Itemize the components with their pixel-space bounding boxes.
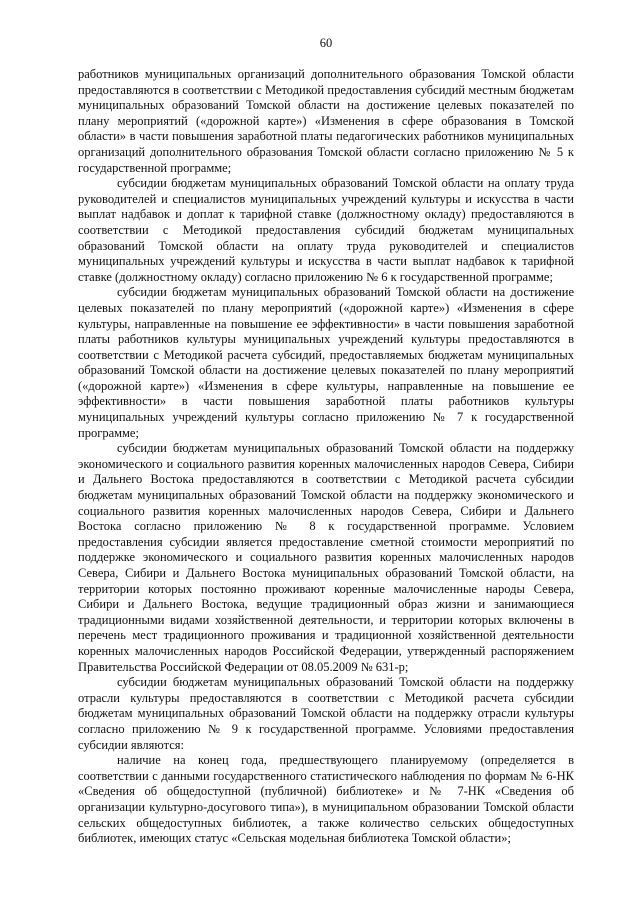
paragraph: субсидии бюджетам муниципальных образований Томской области на поддержку отрасли культуры предоставляются в соответствии с Методикой расчета субсидии бюджетам муниципальных образований Томской области на поддержку отрасли культуры согласно приложению № 9 к государственной программе. Условиями предоставления субсидии являются: (78, 675, 574, 752)
paragraph: субсидии бюджетам муниципальных образований Томской области на достижение целевых показателей по плану мероприятий («дорожной карте») «Изменения в сфере культуры, направленные на повышение ее эффективности» в части повышения заработной платы работников культуры муниципальных учреждений культуры предоставляются в соответствии с Методикой расчета субсидий, предоставляемых бюджетам муниципальных образований Томской области на достижение целевых показателей по плану мероприятий («дорожной карте») «Изменения в сфере культуры, направленные на повышение ее эффективности» в части повышения заработной платы работников культуры муниципальных учреждений культуры согласно приложению № 7 к государственной программе; (78, 285, 574, 440)
paragraph: субсидии бюджетам муниципальных образований Томской области на поддержку экономического и социального развития коренных малочисленных народов Севера, Сибири и Дальнего Востока предоставляются в соответствии с Методикой расчета субсидии бюджетам муниципальных образований Томской области на поддержку экономического и социального развития коренных малочисленных народов Севера, Сибири и Дальнего Востока согласно приложению № 8 к государственной программе. Условием предоставления субсидии является предоставление сметной стоимости мероприятий по поддержке экономического и социального развития коренных малочисленных народов Севера, Сибири и Дальнего Востока муниципальных образований Томской области, на территории которых постоянно проживают коренные малочисленные народы Севера, Сибири и Дальнего Востока, ведущие традиционный образ жизни и занимающиеся традиционными видами хозяйственной деятельности, и территории которых включены в перечень мест традиционного проживания и традиционной хозяйственной деятельности коренных малочисленных народов Российской Федерации, утвержденный распоряжением Правительства Российской Федерации от 08.05.2009 № 631-р; (78, 441, 574, 674)
paragraph: наличие на конец года, предшествующего планируемому (определяется в соответствии с данными государственного статистического наблюдения по формам № 6-НК «Сведения об общедоступной (публичной) библиотеке» и № 7-НК «Сведения об организации культурно-досугового типа»), в муниципальном образовании Томской области сельских общедоступных библиотек, а также количество сельских общедоступных библиотек, имеющих статус «Сельская модельная библиотека Томской области»; (78, 753, 574, 846)
paragraph: субсидии бюджетам муниципальных образований Томской области на оплату труда руководителей и специалистов муниципальных учреждений культуры и искусства в части выплат надбавок и доплат к тарифной ставке (должностному окладу) предоставляются в соответствии с Методикой предоставления субсидий бюджетам муниципальных образований Томской области на оплату труда руководителей и специалистов муниципальных учреждений культуры и искусства в части выплат надбавок к тарифной ставке (должностному окладу) согласно приложению № 6 к государственной программе; (78, 176, 574, 284)
paragraph: работников муниципальных организаций дополнительного образования Томской области предоставляются в соответствии с Методикой предоставления субсидий местным бюджетам муниципальных образований Томской области на достижение целевых показателей по плану мероприятий («дорожной карте») «Изменения в сфере образования в Томской области» в части повышения заработной платы педагогических работников муниципальных организаций дополнительного образования Томской области согласно приложению № 5 к государственной программе; (78, 67, 574, 175)
page-number: 60 (319, 36, 333, 50)
